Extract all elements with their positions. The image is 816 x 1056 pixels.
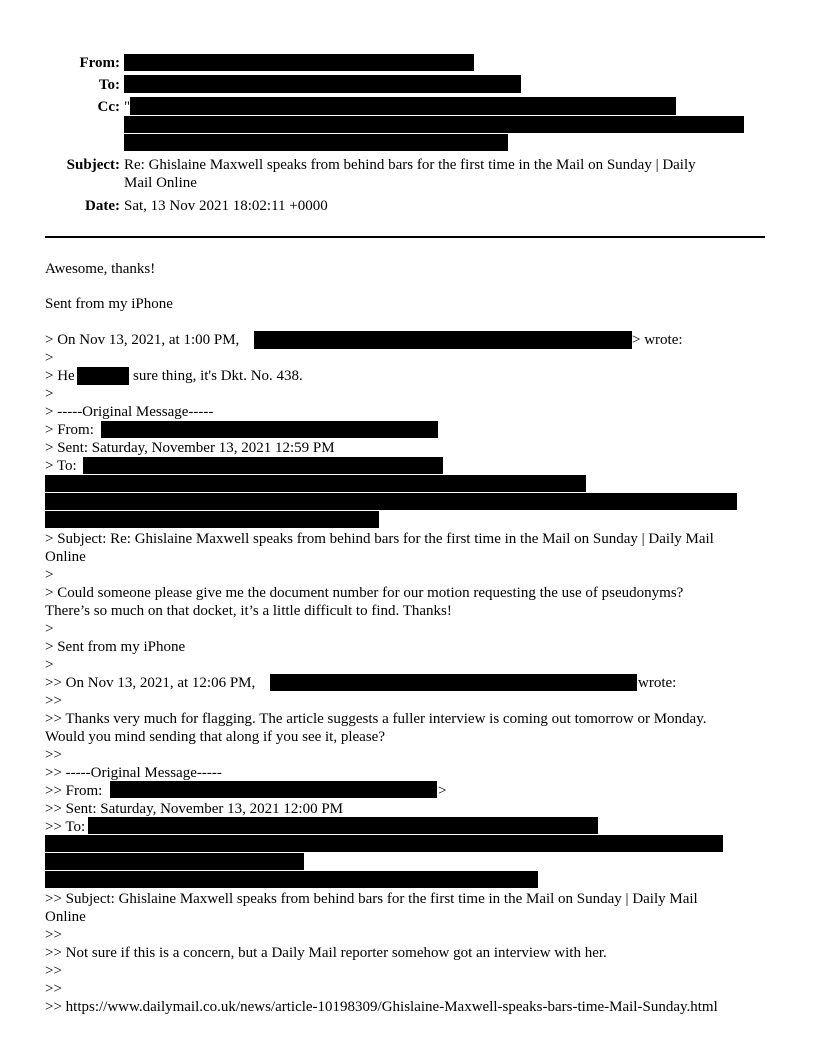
greeting: Awesome, thanks! bbox=[45, 261, 156, 277]
q1-subject-line-1: > Subject: Re: Ghislaine Maxwell speaks from behind bars for the first time in the Mail on Sunday | Daily Mail bbox=[45, 531, 714, 547]
redaction-to bbox=[124, 75, 521, 93]
from-label: From: bbox=[79, 55, 120, 71]
quote-blank: >> bbox=[45, 963, 62, 979]
subject-line-1: Re: Ghislaine Maxwell speaks from behind bars for the first time in the Mail on Sunday | Daily bbox=[124, 157, 696, 173]
q1-on-prefix: > On Nov 13, 2021, at 1:00 PM, bbox=[45, 332, 240, 348]
signature: Sent from my iPhone bbox=[45, 296, 173, 312]
redaction-from bbox=[124, 54, 474, 71]
header-date-row bbox=[0, 197, 816, 215]
quote-blank: >> bbox=[45, 927, 62, 943]
quote-blank: > bbox=[45, 621, 54, 637]
header-subject-row bbox=[0, 156, 816, 174]
quote-blank: >> bbox=[45, 693, 62, 709]
cc-label: Cc: bbox=[97, 99, 120, 115]
redaction-q2-from bbox=[110, 781, 437, 798]
q2-on-suffix: wrote: bbox=[638, 675, 677, 691]
q1-signature: > Sent from my iPhone bbox=[45, 639, 186, 655]
q2-to-label: >> To: bbox=[45, 819, 86, 835]
quote-blank: >> bbox=[45, 981, 62, 997]
q2-on-prefix: >> On Nov 13, 2021, at 12:06 PM, bbox=[45, 675, 256, 691]
redaction-q2-to-2 bbox=[45, 835, 723, 852]
redaction-q1-to-4 bbox=[45, 511, 379, 528]
q1-sent: > Sent: Saturday, November 13, 2021 12:59 PM bbox=[45, 440, 335, 456]
q2-message-line-2: Would you mind sending that along if you see it, please? bbox=[45, 729, 385, 745]
q1-he-suffix: sure thing, it's Dkt. No. 438. bbox=[133, 368, 303, 384]
to-label: To: bbox=[98, 77, 120, 93]
q2-from-label: >> From: bbox=[45, 783, 103, 799]
q1-to-label: > To: bbox=[45, 458, 77, 474]
subject-label: Subject: bbox=[66, 157, 120, 173]
redaction-q1-from bbox=[101, 421, 438, 438]
q2-from-suffix: > bbox=[438, 783, 447, 799]
q1-message-line-1: > Could someone please give me the document number for our motion requesting the use of pseudonyms? bbox=[45, 585, 684, 601]
q1-message-line-2: There’s so much on that docket, it’s a little difficult to find. Thanks! bbox=[45, 603, 452, 619]
quote-blank: > bbox=[45, 657, 54, 673]
redaction-cc-2 bbox=[124, 116, 744, 133]
redaction-q2-to-1 bbox=[88, 817, 598, 834]
q2-message: >> Not sure if this is a concern, but a Daily Mail reporter somehow got an interview with her. bbox=[45, 945, 607, 961]
redaction-cc-3 bbox=[124, 134, 508, 151]
q1-original-message: > -----Original Message----- bbox=[45, 404, 214, 420]
q2-sent: >> Sent: Saturday, November 13, 2021 12:00 PM bbox=[45, 801, 344, 817]
redaction-q1-to-1 bbox=[83, 457, 443, 474]
redaction-cc-1 bbox=[130, 97, 676, 115]
cc-quote: " bbox=[124, 99, 131, 115]
header-divider bbox=[45, 236, 765, 238]
redaction-q2-to-4 bbox=[45, 871, 538, 888]
quote-blank: > bbox=[45, 386, 54, 402]
header-subject-row-2 bbox=[0, 174, 816, 192]
redaction-q2-sender bbox=[270, 674, 637, 691]
redaction-q2-to-3 bbox=[45, 853, 304, 870]
redaction-q1-name bbox=[77, 367, 129, 385]
date-label: Date: bbox=[85, 198, 120, 214]
redaction-q1-to-3 bbox=[45, 493, 737, 510]
article-link[interactable]: >> https://www.dailymail.co.uk/news/article-10198309/Ghislaine-Maxwell-speaks-bars-time-Mail-Sunday.html bbox=[45, 999, 718, 1015]
quote-blank: > bbox=[45, 350, 54, 366]
q2-original-message: >> -----Original Message----- bbox=[45, 765, 222, 781]
redaction-q1-sender bbox=[254, 331, 632, 349]
redaction-q1-to-2 bbox=[45, 475, 586, 492]
q1-subject-line-2: Online bbox=[45, 549, 86, 565]
subject-line-2: Mail Online bbox=[124, 175, 197, 191]
q1-from-label: > From: bbox=[45, 422, 94, 438]
quote-blank: >> bbox=[45, 747, 62, 763]
q2-subject-line-2: Online bbox=[45, 909, 86, 925]
q1-on-suffix: > wrote: bbox=[632, 332, 683, 348]
q2-subject-line-1: >> Subject: Ghislaine Maxwell speaks from behind bars for the first time in the Mail on Sunday | Daily Mail bbox=[45, 891, 698, 907]
quote-blank: > bbox=[45, 567, 54, 583]
q2-message-line-1: >> Thanks very much for flagging. The article suggests a fuller interview is coming out tomorrow or Monday. bbox=[45, 711, 707, 727]
date-value: Sat, 13 Nov 2021 18:02:11 +0000 bbox=[124, 198, 328, 214]
q1-he-prefix: > He bbox=[45, 368, 75, 384]
